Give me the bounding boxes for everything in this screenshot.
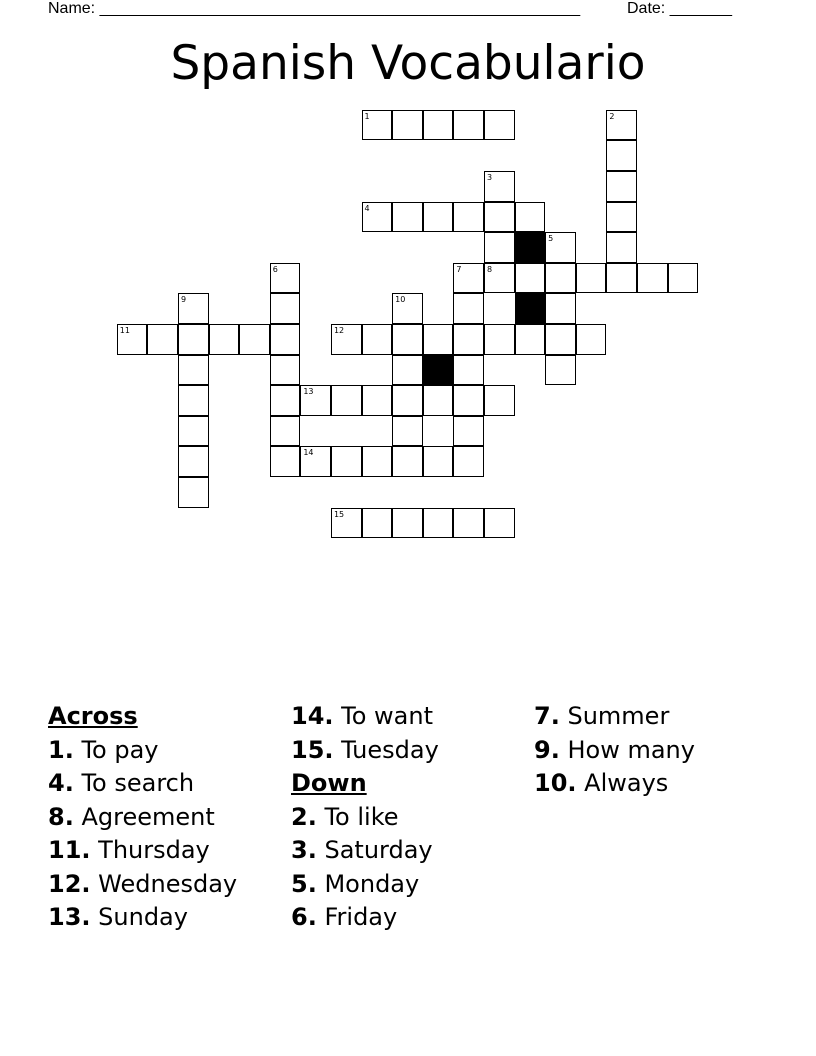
grid-cell[interactable]: [453, 355, 484, 386]
clue-down-2: 2. To like: [291, 802, 399, 831]
grid-cell[interactable]: [515, 324, 546, 355]
grid-cell[interactable]: [484, 263, 515, 294]
grid-cell[interactable]: [392, 324, 423, 355]
clue-number: 5: [548, 234, 554, 244]
grid-cell[interactable]: [362, 324, 393, 355]
grid-cell[interactable]: [362, 202, 393, 233]
grid-cell[interactable]: [331, 508, 362, 539]
grid-cell[interactable]: [270, 416, 301, 447]
grid-cell[interactable]: [484, 110, 515, 141]
grid-cell[interactable]: [484, 508, 515, 539]
grid-cell[interactable]: [178, 385, 209, 416]
grid-cell[interactable]: [270, 263, 301, 294]
grid-cell[interactable]: [423, 446, 454, 477]
grid-cell[interactable]: [300, 385, 331, 416]
grid-cell[interactable]: [392, 446, 423, 477]
grid-cell[interactable]: [453, 110, 484, 141]
grid-cell[interactable]: [178, 324, 209, 355]
grid-cell[interactable]: [178, 446, 209, 477]
grid-cell[interactable]: [576, 263, 607, 294]
grid-cell[interactable]: [453, 446, 484, 477]
grid-cell[interactable]: [606, 232, 637, 263]
grid-cell[interactable]: [117, 324, 148, 355]
grid-cell[interactable]: [362, 446, 393, 477]
grid-cell[interactable]: [484, 324, 515, 355]
grid-cell[interactable]: [331, 446, 362, 477]
clue-down-5: 5. Monday: [291, 869, 420, 898]
grid-cell[interactable]: [606, 140, 637, 171]
name-label: Name:: [48, 0, 96, 17]
grid-cell[interactable]: [606, 263, 637, 294]
grid-cell[interactable]: [515, 263, 546, 294]
clue-across-15: 15. Tuesday: [291, 735, 439, 764]
grid-cell[interactable]: [178, 293, 209, 324]
grid-cell[interactable]: [453, 508, 484, 539]
grid-cell[interactable]: [147, 324, 178, 355]
grid-cell[interactable]: [545, 293, 576, 324]
grid-cell[interactable]: [270, 293, 301, 324]
grid-cell[interactable]: [423, 202, 454, 233]
grid-cell[interactable]: [453, 324, 484, 355]
grid-cell[interactable]: [331, 324, 362, 355]
clue-across-8: 8. Agreement: [48, 802, 215, 831]
clue-number: 11: [119, 325, 130, 335]
clue-across-12: 12. Wednesday: [48, 869, 238, 898]
clue-number: 15: [333, 509, 345, 519]
clues-column-1: [48, 700, 237, 935]
grid-cell[interactable]: [453, 416, 484, 447]
clue-across-1: 1. To pay: [48, 735, 159, 764]
clue-number: 4: [364, 203, 370, 213]
date-blank[interactable]: _______: [669, 0, 732, 17]
grid-cell[interactable]: [239, 324, 270, 355]
clue-down-9: 9. How many: [534, 735, 695, 764]
grid-cell[interactable]: [392, 110, 423, 141]
clue-number: 1: [364, 111, 370, 121]
clue-down-3: 3. Saturday: [291, 836, 433, 864]
grid-cell[interactable]: [300, 446, 331, 477]
grid-cell[interactable]: [392, 508, 423, 539]
grid-cell[interactable]: [178, 355, 209, 386]
grid-cell[interactable]: [668, 263, 699, 294]
grid-cell[interactable]: [362, 110, 393, 141]
grid-cell[interactable]: [453, 293, 484, 324]
grid-cell[interactable]: [606, 202, 637, 233]
clue-down-6: 6. Friday: [291, 903, 398, 931]
grid-cell[interactable]: [270, 324, 301, 355]
grid-cell[interactable]: [484, 232, 515, 263]
grid-cell[interactable]: [178, 477, 209, 508]
grid-cell[interactable]: [270, 385, 301, 416]
grid-cell[interactable]: [209, 324, 240, 355]
grid-cell[interactable]: [545, 263, 576, 294]
black-cell: [515, 232, 546, 263]
clue-number: 13: [303, 387, 314, 397]
clue-number: 8: [486, 264, 493, 274]
grid-cell[interactable]: [270, 446, 301, 477]
grid-cell[interactable]: [270, 355, 301, 386]
grid-cell[interactable]: [453, 202, 484, 233]
clue-number: 9: [180, 295, 187, 305]
grid-cell[interactable]: [606, 110, 637, 141]
clue-number: 7: [456, 264, 462, 274]
grid-cell[interactable]: [515, 202, 546, 233]
grid-cell[interactable]: [423, 508, 454, 539]
clue-down-10: 10. Always: [534, 769, 669, 797]
clue-number: 3: [486, 172, 493, 182]
grid-cell[interactable]: [637, 263, 668, 294]
grid-cell[interactable]: [606, 171, 637, 202]
page-title: Spanish Vocabulario: [170, 36, 646, 91]
grid-cell[interactable]: [545, 324, 576, 355]
grid-cell[interactable]: [484, 385, 515, 416]
grid-cell[interactable]: [178, 416, 209, 447]
grid-cell[interactable]: [576, 324, 607, 355]
clue-down-7: 7. Summer: [534, 702, 670, 730]
clue-across-13: 13. Sunday: [48, 903, 188, 931]
grid-cell[interactable]: [484, 171, 515, 202]
grid-cell[interactable]: [392, 293, 423, 324]
grid-cell[interactable]: [484, 202, 515, 233]
name-blank[interactable]: ______________________________________________________: [99, 0, 581, 17]
clue-across-14: 14. To want: [291, 702, 434, 730]
grid-cell[interactable]: [453, 385, 484, 416]
grid-cell[interactable]: [392, 355, 423, 386]
clue-number: 2: [609, 111, 615, 121]
grid-cell[interactable]: [392, 416, 423, 447]
black-cell: [515, 293, 546, 324]
grid-cell[interactable]: [545, 355, 576, 386]
clue-number: 10: [395, 295, 406, 305]
clue-number: 14: [303, 448, 314, 458]
clues-column-2: [291, 700, 439, 935]
grid-cell[interactable]: [453, 263, 484, 294]
grid-cell[interactable]: [392, 385, 423, 416]
down-heading: Down: [291, 769, 367, 797]
grid-cell[interactable]: [392, 202, 423, 233]
clue-across-11: 11. Thursday: [48, 836, 210, 864]
grid-cell[interactable]: [362, 508, 393, 539]
clue-across-4: 4. To search: [48, 769, 195, 797]
grid-cell[interactable]: [545, 232, 576, 263]
black-cell: [423, 355, 454, 386]
grid-cell[interactable]: [362, 385, 393, 416]
clue-number: 12: [333, 325, 345, 335]
grid-cell[interactable]: [423, 324, 454, 355]
across-heading: Across: [48, 702, 138, 730]
grid-cell[interactable]: [423, 110, 454, 141]
grid-cell[interactable]: [423, 385, 454, 416]
clue-number: 6: [272, 264, 278, 274]
date-label: Date:: [627, 0, 666, 17]
clues-column-3: [534, 700, 695, 801]
grid-cell[interactable]: [331, 385, 362, 416]
